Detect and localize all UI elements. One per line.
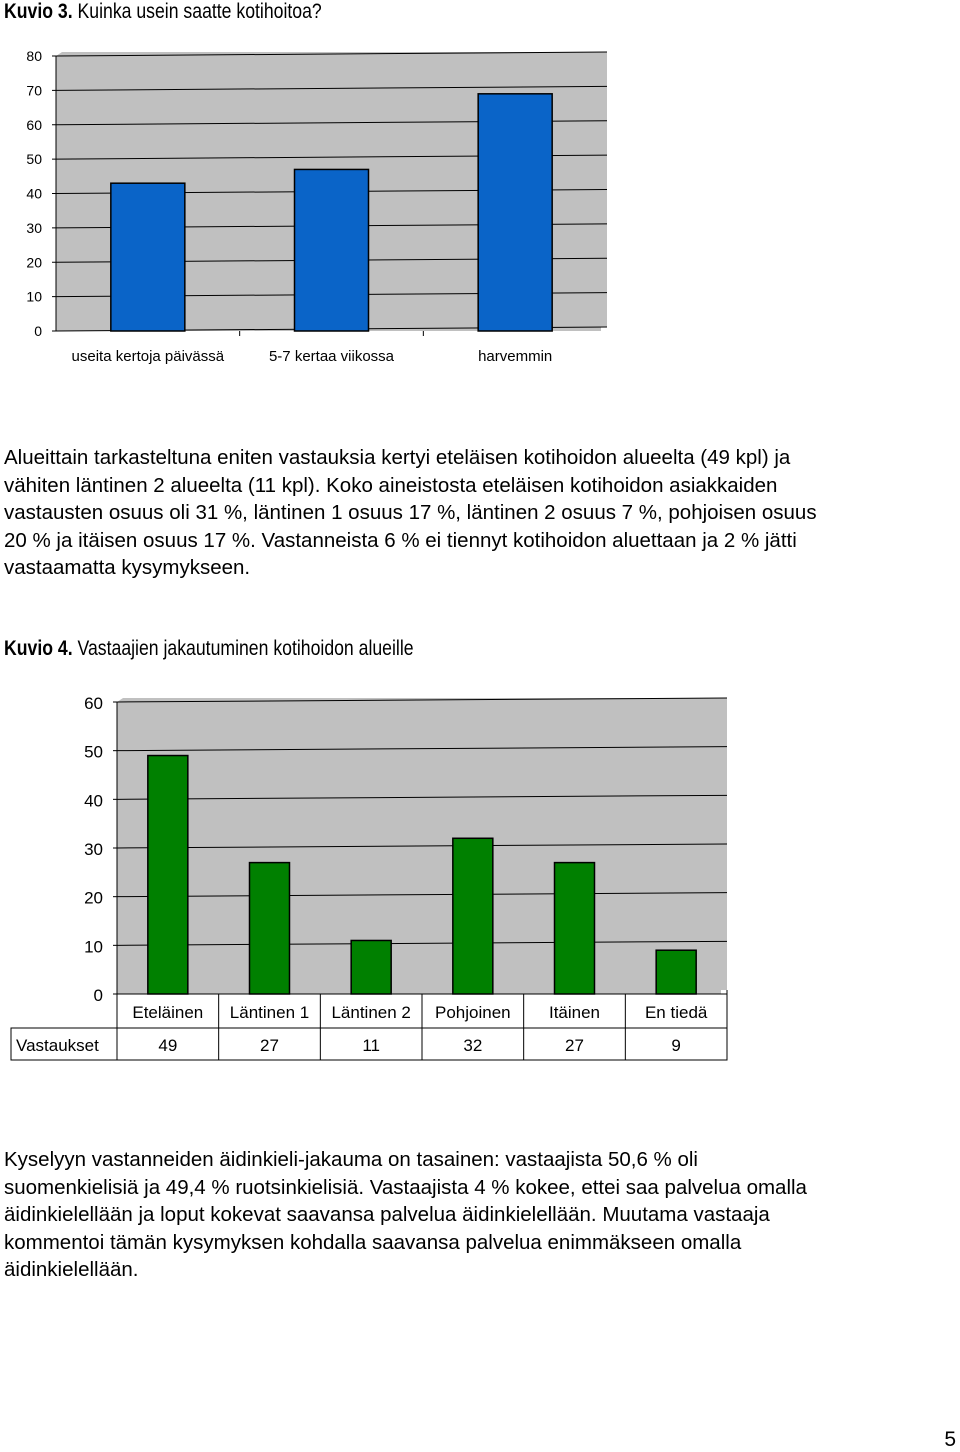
paragraph-line: vastaamatta kysymykseen.: [4, 556, 251, 579]
bar: [148, 756, 188, 994]
y-tick-label: 40: [26, 185, 42, 202]
data-table-value: 9: [671, 1036, 681, 1055]
x-tick-label: Pohjoinen: [435, 1003, 511, 1022]
figure3-caption-label: Kuvio 3.: [4, 0, 73, 23]
y-tick-label: 30: [84, 840, 103, 859]
y-tick-label: 50: [26, 151, 42, 168]
bar: [351, 940, 391, 994]
x-tick-label: En tiedä: [644, 1003, 708, 1022]
bar: [295, 169, 369, 331]
chart-respondent-regions: [0, 680, 760, 1080]
y-tick-label: 30: [26, 219, 42, 236]
bar: [453, 838, 493, 994]
data-table-series-name: Vastaukset: [16, 1036, 99, 1055]
y-tick-label: 10: [84, 937, 103, 957]
y-tick-label: 60: [26, 116, 42, 133]
y-tick-label: 60: [84, 694, 103, 713]
paragraph-language-distribution: [4, 1146, 944, 1284]
paragraph-line: äidinkielellään ja loput kokevat saavansa palvelua äidinkielellään. Muutama vastaaja: [4, 1203, 770, 1226]
x-tick-label: useita kertoja päivässä: [71, 348, 225, 365]
paragraph-regional-responses: [4, 444, 944, 582]
x-tick-label: harvemmin: [478, 348, 553, 365]
figure4-caption: [4, 637, 414, 661]
plot-area-front: [117, 702, 721, 994]
bar: [555, 863, 595, 994]
y-tick-label: 50: [84, 742, 103, 762]
x-tick-label: 5-7 kertaa viikossa: [268, 348, 395, 365]
y-tick-label: 40: [84, 791, 103, 811]
figure4-caption-title: Vastaajien jakautuminen kotihoidon alueille: [77, 637, 414, 660]
data-table-value: 11: [362, 1036, 380, 1055]
data-table-value: 32: [463, 1036, 483, 1055]
paragraph-line: vastausten osuus oli 31 %, läntinen 1 osuus 17 %, läntinen 2 osuus 7 %, pohjoisen osuus: [4, 501, 817, 524]
bar: [656, 950, 696, 994]
chart-visit-frequency: [0, 30, 640, 380]
x-tick-label: Läntinen 1: [229, 1003, 310, 1022]
paragraph-line: äidinkielellään.: [4, 1258, 139, 1281]
y-tick-label: 20: [26, 254, 42, 271]
paragraph-line: suomenkielisiä ja 49,4 % ruotsinkielisiä. Vastaajista 4 % kokee, ettei saa palvelua omalla: [4, 1175, 807, 1199]
y-tick-label: 70: [26, 82, 42, 99]
x-tick-label: Läntinen 2: [331, 1003, 411, 1022]
paragraph-line: Alueittain tarkasteltuna eniten vastauksia kertyi eteläisen kotihoidon alueelta (49 kpl) ja: [4, 446, 791, 469]
paragraph-line: vähiten läntinen 2 alueelta (11 kpl). Koko aineistosta eteläisen kotihoidon asiakkaiden: [4, 473, 778, 497]
bar: [111, 183, 185, 331]
figure4-caption-label: Kuvio 4.: [4, 637, 73, 660]
x-tick-label: Itäinen: [548, 1003, 601, 1022]
figure3-caption: [4, 0, 322, 24]
y-tick-label: 0: [34, 323, 42, 339]
x-tick-label: Eteläinen: [132, 1003, 204, 1022]
paragraph-line: kommentoi tämän kysymyksen kohdalla saavansa palvelua enimmäkseen omalla: [4, 1230, 742, 1254]
paragraph-line: Kyselyyn vastanneiden äidinkieli-jakauma on tasainen: vastaajista 50,6 % oli: [4, 1148, 698, 1171]
page-number: 5: [944, 1428, 956, 1451]
bar: [250, 863, 290, 994]
y-tick-label: 80: [26, 48, 42, 64]
bar: [478, 94, 552, 331]
data-table-value: 27: [260, 1036, 279, 1055]
y-tick-label: 0: [93, 986, 103, 1005]
figure3-caption-title: Kuinka usein saatte kotihoitoa?: [77, 0, 322, 23]
data-table-value: 49: [158, 1036, 178, 1055]
paragraph-line: 20 % ja itäisen osuus 17 %. Vastanneista 6 % ei tiennyt kotihoidon aluettaan ja 2 % jätti: [4, 528, 797, 552]
data-table-value: 27: [565, 1036, 584, 1055]
y-tick-label: 20: [84, 888, 103, 908]
y-tick-label: 10: [26, 288, 42, 305]
